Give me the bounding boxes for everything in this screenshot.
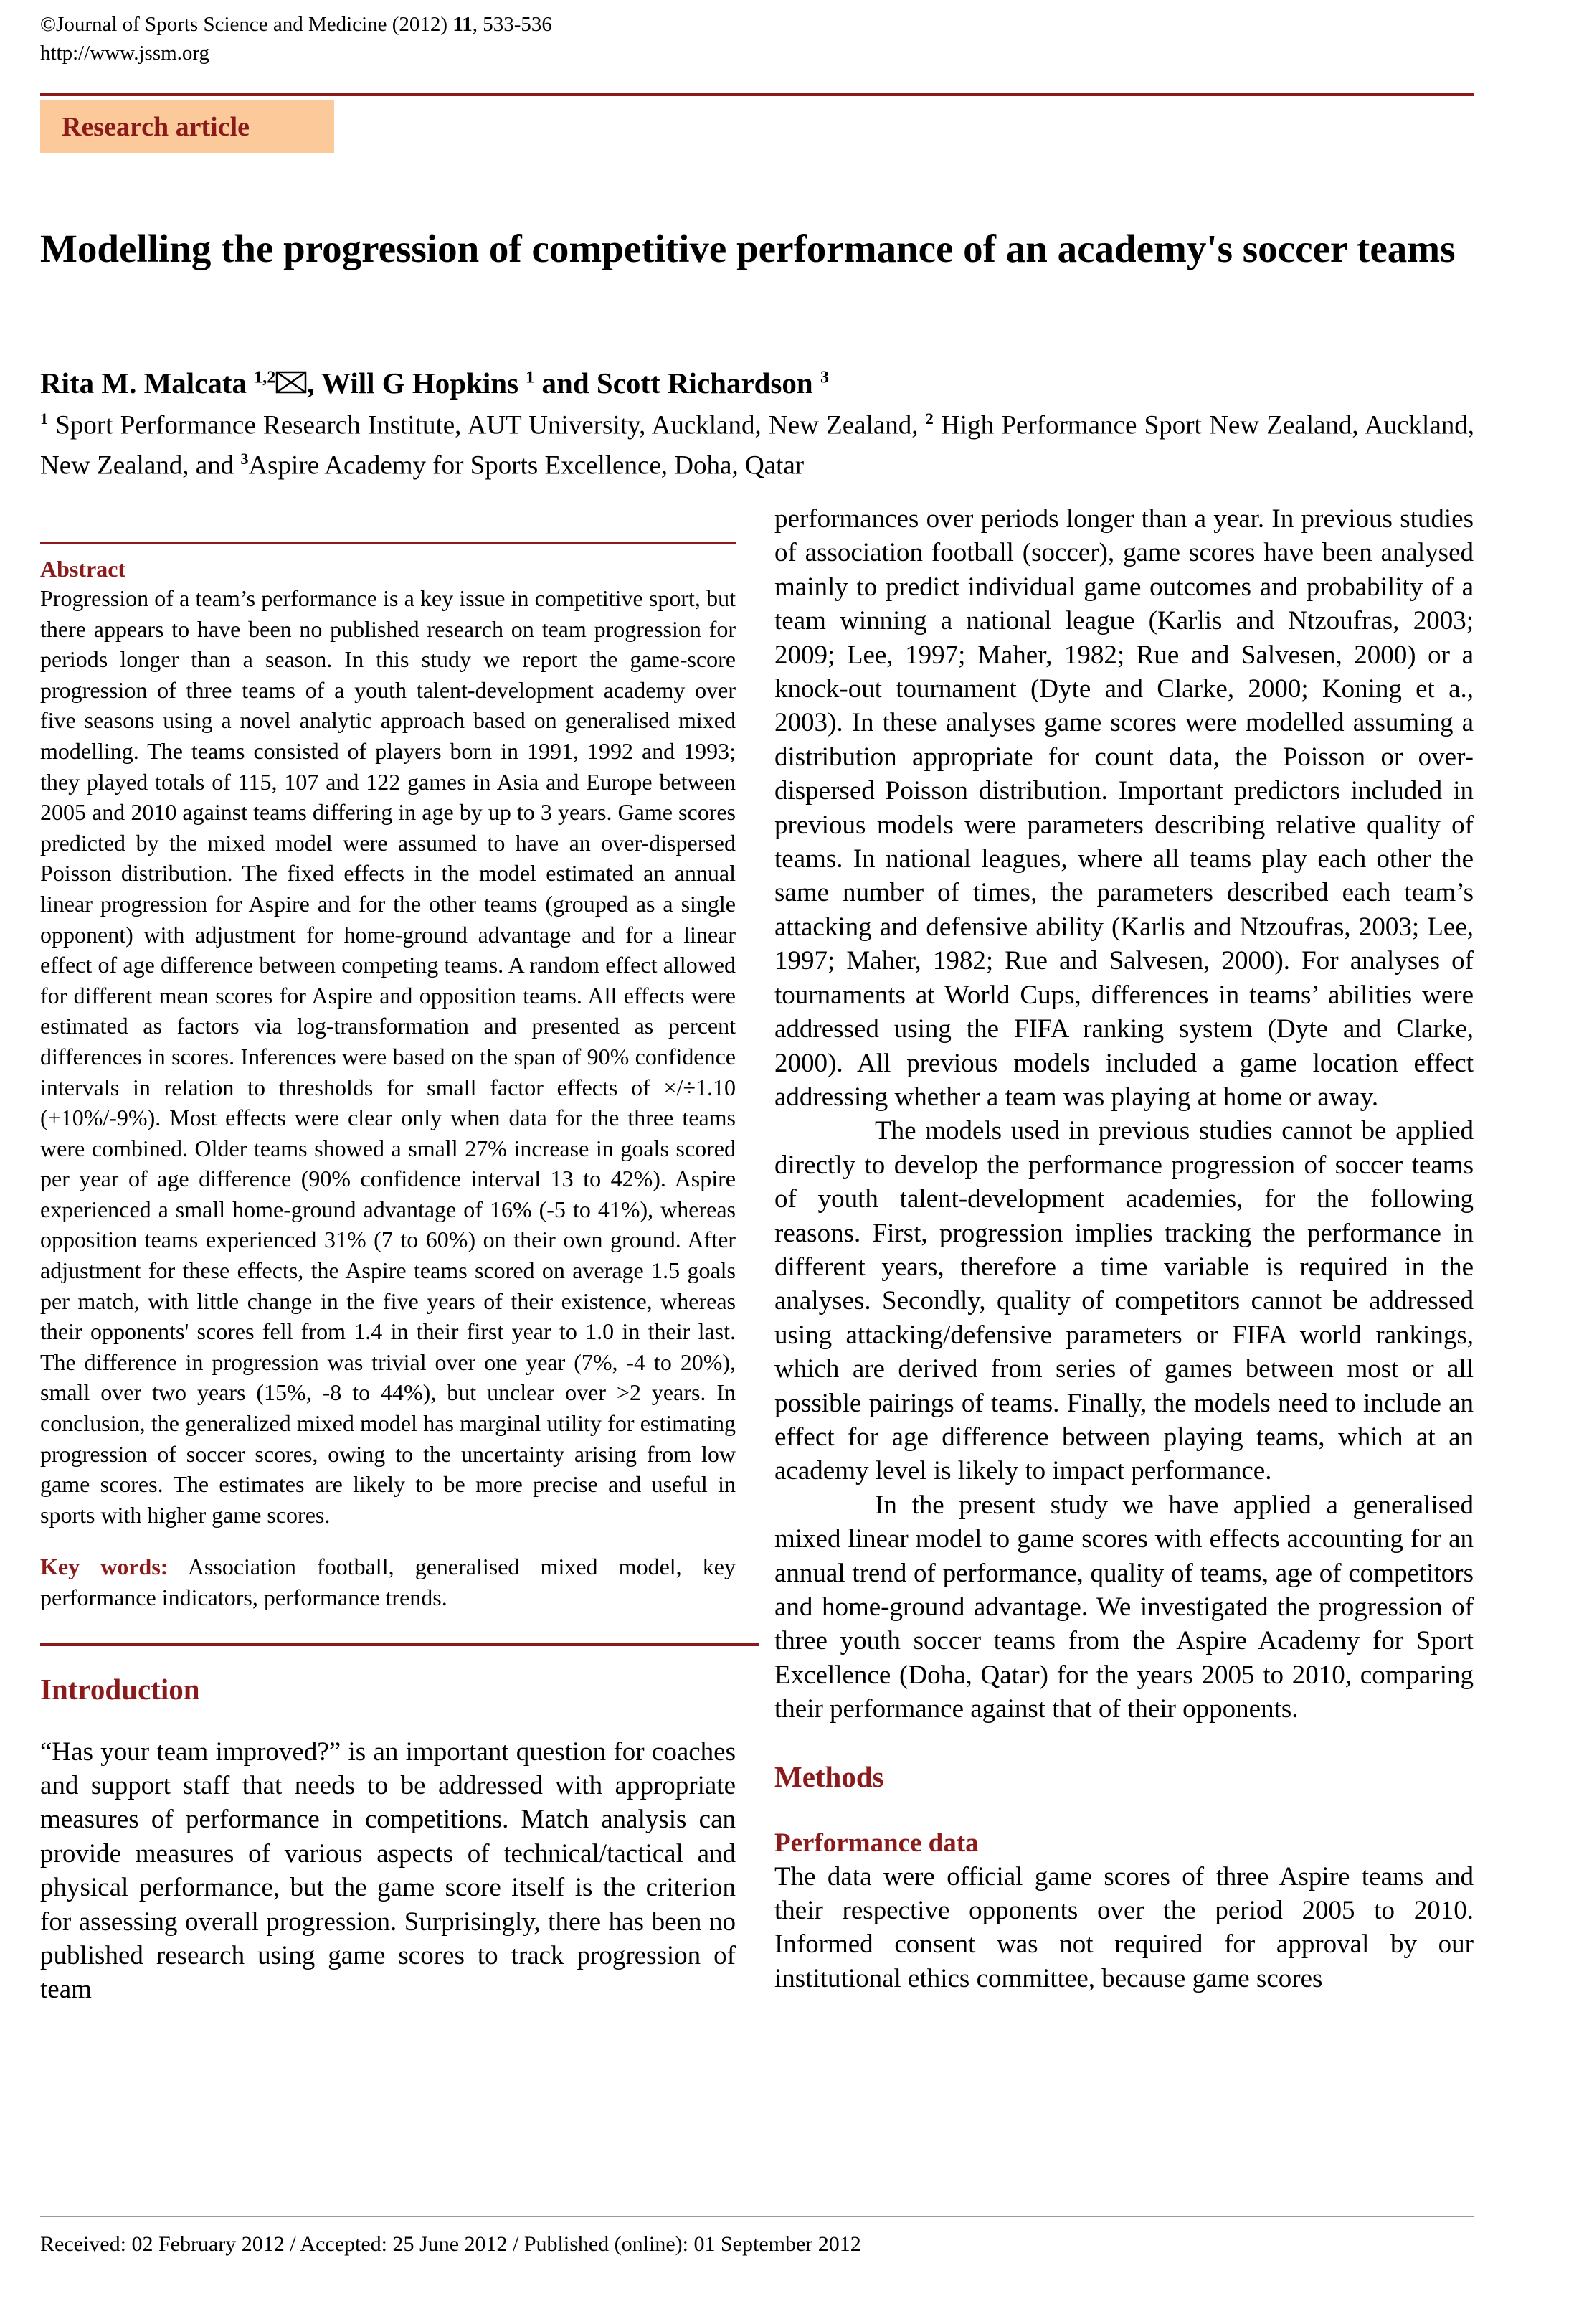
journal-url[interactable]: http://www.jssm.org bbox=[40, 42, 210, 65]
introduction-paragraph: “Has your team improved?” is an important question for coaches and support staff that needs to be addressed with appropriate measures of performance in competitions. Match analysis can provide measures of various aspects of technical/tactical and physical performance, but the game score itself is the criterion for assessing overall progression. Surprisingly, there has been no published research using game scores to track progression of team bbox=[40, 1737, 736, 2005]
keywords-text: Association football, generalised mixed model, key performance indicators, performance trends. bbox=[40, 1554, 736, 1610]
performance-data-heading: Performance data bbox=[774, 1828, 979, 1858]
abstract-text: Progression of a team’s performance is a key issue in competitive sport, but there appears to have been no published research on team progression for periods longer than a season. In this study we report the game-score progression of three teams of a youth talent-development academy over five seasons using a novel analytic approach based on generalised mixed modelling. The teams consisted of players born in 1991, 1992 and 1993; they played totals of 115, 107 and 122 games in Asia and Europe between 2005 and 2010 against teams differing in age by up to 3 years. Game scores predicted by the mixed model were assumed to have an over-dispersed Poisson distribution. The fixed effects in the model estimated an annual linear progression for Aspire and for the other teams (grouped as a single opponent) with adjustment for home-ground advantage and for a linear effect of age difference between competing teams. A random effect allowed for different mean scores for Aspire and opposition teams. All effects were estimated as factors via log-transformation and presented as percent differences in scores. Inferences were based on the span of 90% confidence intervals in relation to thresholds for small factor effects of ×/÷1.10 (+10%/-9%). Most effects were clear only when data for the three teams were combined. Older teams showed a small 27% increase in goals scored per year of age difference (90% confidence interval 13 to 42%). Aspire experienced a small home-ground advantage of 16% (-5 to 41%), whereas opposition teams experienced 31% (7 to 60%) on their own ground. After adjustment for these effects, the Aspire teams scored on average 1.5 goals per match, with little change in the five years of their existence, whereas their opponents' scores fell from 1.4 in their first year to 1.0 in their last. The difference in progression was trivial over one year (7%, -4 to 20%), small over two years (15%, -8 to 44%), but unclear over >2 years. In conclusion, the generalized mixed model has marginal utility for estimating progression of soccer scores, owing to the uncertainty arising from low game scores. The estimates are likely to be more precise and useful in sports with higher game scores. bbox=[40, 585, 736, 1528]
intro-continued-paragraph: performances over periods longer than a year. In previous studies of association football (soccer), game scores have been analysed mainly to predict individual game outcomes and probability of a team winning a national league (Karlis and Ntzoufras, 2003; 2009; Lee, 1997; Maher, 1982; Rue and Salvesen, 2000) or a knock-out tournament (Dyte and Clarke, 2000; Koning et a., 2003). In these analyses game scores were modelled assuming a distribution appropriate for count data, the Poisson or over-dispersed Poisson distribution. Important predictors included in previous models were parameters describing relative quality of teams. In national leagues, where all teams play each other the same number of times, the parameters described each team’s attacking and defensive ability (Karlis and Ntzoufras, 2003; Lee, 1997; Maher, 1982; Rue and Salvesen, 2000). For analyses of tournaments at World Cups, differences in teams’ abilities were addressed using the FIFA ranking system (Dyte and Clarke, 2000). All previous models included a game location effect addressing whether a team was playing at home or away. bbox=[774, 504, 1474, 1112]
methods-paragraph: The data were official game scores of three Aspire teams and their respective opponents over the period 2005 to 2010. Informed consent was not required for approval by our institutional ethics committee, because game scores bbox=[774, 1861, 1474, 1993]
publication-dates: Received: 02 February 2012 / Accepted: 25 June 2012 / Published (online): 01 September 2012 bbox=[40, 2232, 861, 2256]
left-column bbox=[40, 542, 736, 2007]
author-2: , Will G Hopkins bbox=[307, 367, 526, 400]
affiliations: $^1$ Sport Performance Research Institute, AUT University, Auckland, New Zealand, $^2$ High Performance Sport New Zealand, Auckland, New Zealand, and $^3$Aspire Academy for Sports Excellence, Doha, Qatar bbox=[40, 410, 1474, 481]
keywords-label: Key words: bbox=[40, 1554, 169, 1580]
introduction-heading: Introduction bbox=[40, 1672, 200, 1706]
email-icon[interactable] bbox=[275, 370, 307, 395]
abstract-heading: Abstract bbox=[40, 556, 126, 582]
footer-rule bbox=[40, 2216, 1474, 2217]
author-1-affil: 1,2 bbox=[254, 368, 276, 387]
article-type-badge: Research article bbox=[40, 100, 334, 153]
author-1: Rita M. Malcata bbox=[40, 367, 255, 400]
journal-volume: 11 bbox=[452, 13, 473, 36]
article-title: Modelling the progression of competitive performance of an academy's soccer teams bbox=[40, 227, 1456, 270]
methods-heading: Methods bbox=[774, 1759, 884, 1793]
journal-header bbox=[40, 10, 552, 67]
intro-paragraph-3: In the present study we have applied a generalised mixed linear model to game scores with effects accounting for an annual trend of performance, quality of teams, age of competitors and home-ground advantage. We investigated the progression of three youth soccer teams from the Aspire Academy for Sport Excellence (Doha, Qatar) for the years 2005 to 2010, comparing their performance against that of their opponents. bbox=[774, 1490, 1474, 1724]
journal-citation: ©Journal of Sports Science and Medicine (2012) 11, 533-536 bbox=[40, 13, 552, 36]
keywords-rule bbox=[40, 1643, 759, 1646]
author-3: and Scott Richardson bbox=[534, 367, 820, 400]
abstract-rule bbox=[40, 542, 736, 544]
header-rule bbox=[40, 93, 1474, 96]
author-3-affil: 3 bbox=[820, 368, 829, 387]
author-2-affil: 1 bbox=[526, 368, 535, 387]
author-list bbox=[40, 366, 829, 400]
keywords bbox=[40, 1551, 736, 1612]
intro-paragraph-2: The models used in previous studies cannot be applied directly to develop the performance progression of soccer teams of youth talent-development academies, for the following reasons. First, progression implies tracking the performance in different years, therefore a time variable is required in the analyses. Secondly, quality of competitors cannot be addressed using attacking/defensive parameters or FIFA world rankings, which are derived from series of games between most or all possible pairings of teams. Finally, the models need to include an effect for age difference between playing teams, which at an academy level is likely to impact performance. bbox=[774, 1116, 1474, 1486]
right-column bbox=[774, 502, 1474, 1995]
